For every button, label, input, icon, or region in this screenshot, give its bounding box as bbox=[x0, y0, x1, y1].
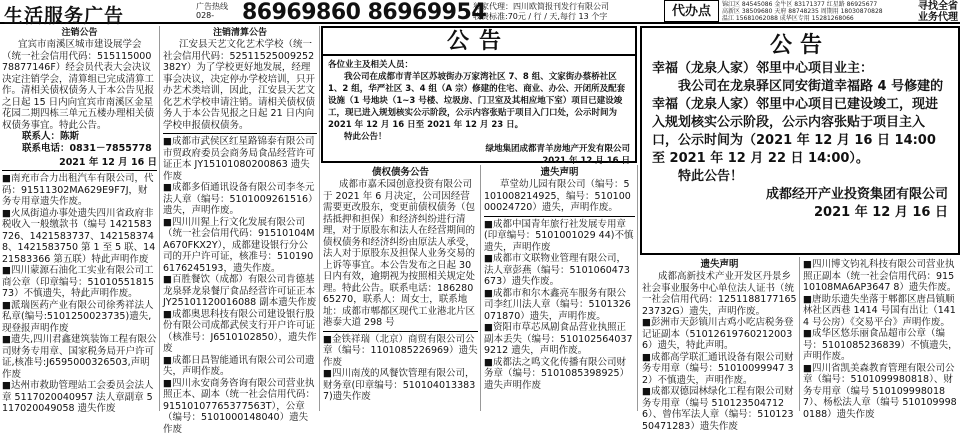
list-item: ■成都市文联物业管理有限公司，法人章彭燕（编号：5101060473673）遗失作废。 bbox=[484, 253, 635, 288]
notice-company: 成都经开产业投资集团有限公司 bbox=[652, 186, 948, 204]
classified-list bbox=[484, 219, 635, 392]
contact-person: 联系人：陈斯 bbox=[2, 131, 157, 143]
agent-contacts bbox=[722, 1, 902, 22]
classified-list bbox=[323, 334, 478, 403]
notice-title: 公告 bbox=[652, 32, 948, 60]
notice-closing: 特此公告！ bbox=[652, 168, 948, 186]
list-item: ■四川永安商务咨询有限公司营业执照正本、副本（统一社会信用代码：91510107765377563T），公章（编号：5101000148040）遗失作废 bbox=[163, 378, 317, 435]
list-item: ■成都市武侯区红星路锦泰有限公司市贸政府委员会商务局食品经营许可证正本 JY15101080200863 遗失作废 bbox=[163, 136, 317, 182]
list-item: ■南充市合力出租汽车有限公司，代码：91511302MA629E9F7J，财务专用章遗失作废。 bbox=[2, 173, 157, 208]
notice-greeting: 幸福（龙泉人家）邻里中心项目业主： bbox=[652, 60, 948, 78]
list-item: ■百胜餐饮（成都）有限公司肯德基龙泉驿龙泉餐厅食品经营许可证正本 JY25101120016088 副本遗失作废 bbox=[163, 274, 317, 309]
list-item: ■遗失,四川君鑫建筑装饰工程有限公司财务专用章、国家税务局开户许可证,核准号:J6595000326503,声明作废 bbox=[2, 334, 157, 380]
list-item: ■四川省凯美森教育管理有限公司公章（编号：5101099980818）、财务专用章（编号 5101099980187）、杨松法人章（编号 5101099980188）遗失作废 bbox=[803, 363, 958, 421]
divider bbox=[163, 133, 317, 134]
list-item: ■成都中国青年旅行社发展专用章(印章编号：5101001029 44)不慎遗失，声明作废 bbox=[484, 219, 635, 254]
notice-date: 2021 年 12 月 16 日 bbox=[328, 155, 630, 167]
ad-phone-numbers: 86969860 86969954 bbox=[242, 0, 486, 25]
list-item: ■成都双德园林绿化工程有限公司财务专用章（编号 5101235047126）、曾伟军法人章（编号：51012350471283）遗失作废 bbox=[642, 386, 797, 432]
list-item: ■唐助乐遗失坐落于郫都区唐昌镇顺林社区西巷 1414 号国有出让（1414 号公房）《交易平台》声明作废。 bbox=[803, 294, 958, 329]
notice-content bbox=[323, 56, 635, 170]
notice-date: 2021 年 12 月 16 日 bbox=[652, 204, 948, 222]
column-2 bbox=[161, 26, 320, 411]
greenland-notice bbox=[321, 26, 637, 163]
column-6 bbox=[801, 257, 960, 411]
list-item: ■成都日昌智能通讯有限公司公司遗失，声明作废。 bbox=[163, 355, 317, 378]
contact-phone: 联系电话：0831－7855778 bbox=[2, 143, 157, 155]
list-item: ■彭洲市天彭镇川古鸡小吃店税务登记证副本（510126197602120036）遗失，特此声明。 bbox=[642, 317, 797, 352]
list-item: ■派瑞医药产业有限公司徐秀祥法人私章(编号:5101250023735)遗失,现登报声明作废 bbox=[2, 300, 157, 335]
list-item: ■成都高学联汇通讯设备有限公司财务专用章（编号：51010099947 32）不慎遗失，声明作废。 bbox=[642, 352, 797, 387]
notice-body: 成都市嘉禾园创意投资有限公司于 2021 年 6 月决定，公司因经营需要更改股东，变更前债权债务（包括抵押和担保）和经济纠纷进行清理，对于原股东和法人在经营期间的债权债务和经济纠纷由原法人承受，法人对于原股东及担保人业务交易的上诉等事宜。本公告发布之日起 30 日内有效，逾期视为按照相关规定处理。特此公告。联系电话：18628065270，联系人：周女士，联系地址：成都市郫都区现代工业港北片区港泰大道 298 号 bbox=[323, 179, 478, 329]
contacts-line: 温江 15681062088 成华区专用 15281268066 bbox=[722, 15, 902, 22]
recruit-label bbox=[900, 1, 958, 23]
list-item: ■四川博文钧礼科技有限公司营业执照正副本（统一社会信用代码：91510108MA6AP3647 8）遗失作废。 bbox=[803, 259, 958, 294]
list-item: ■四川蒙源石油化工实业有限公司工商公章（印章编号：5101055181573）不慎遗失，特此声明作废。 bbox=[2, 265, 157, 300]
classified-list bbox=[642, 317, 797, 432]
notice-title: 公告 bbox=[323, 28, 635, 56]
list-item: ■四川南茂的风餐饮管理有限公司，财务章(印章编号：5101040133837)遗失作废 bbox=[323, 368, 478, 403]
notice-date: 2021 年 12 月 16 日 bbox=[2, 154, 157, 168]
column-4 bbox=[482, 165, 638, 411]
notice-body: 草堂幼儿园有限公司（编号：5101008214925，编号：51010000024720）遗失，声明作废。 bbox=[484, 179, 635, 214]
agent-label: 代办点 bbox=[664, 0, 719, 22]
notice-heading: 注销清算公告 bbox=[163, 28, 317, 39]
divider bbox=[323, 331, 478, 332]
divider bbox=[484, 216, 635, 217]
list-item: ■达州市救助管理站工会委员会法人章 5117020040957 法人章副章 5117020049058 遗失作废 bbox=[2, 380, 157, 415]
pricing-info bbox=[473, 2, 663, 22]
page-header bbox=[0, 0, 960, 24]
chengdu-notice bbox=[640, 26, 960, 255]
list-item: ■金铁祥瑞（北京）商贸有限公司公章（编号：1101085226969）遗失作废 bbox=[323, 334, 478, 369]
agency-line: 独家代理：四川欧简报刊发行有限公司 bbox=[473, 2, 663, 12]
column-1 bbox=[0, 26, 160, 411]
contacts-line: 锦江区 84545086 金牛区 83171377 红星路 86925677 bbox=[722, 1, 902, 8]
price-line: 收费标准:70元 / 行 / 天,每行 13 个字 bbox=[473, 12, 663, 22]
recruit-line: 业务代理 bbox=[900, 12, 958, 23]
column-3 bbox=[321, 165, 481, 411]
notice-body: 我公司在成都市青羊区苏坡街办万家湾社区 7、8 组、文家街办蔡桥社区 1、2 组，华严社区 3、4 组（A 宗）修建的住宅、商业、办公、开闭所及配套设施（1 号地块（1~3 号楼、垃圾房、门卫室及其相应地下室）项目已建设竣工，现已进入规划核实公示阶段，公示内容张贴于项目入门口处，公示时间为 2021 年 12 月 16 日至 2021 年 12 月 23 日。 bbox=[328, 71, 630, 131]
list-item: ■四川川猩上行文化发展有限公司（统一社会信用代码：91510104MA670FKX2Y），成都建设银行分公司的开户许可证，核准号：5101906176245193，遗失作废。 bbox=[163, 217, 317, 275]
classified-list bbox=[803, 259, 958, 420]
notice-heading: 注销公告 bbox=[2, 28, 157, 39]
tel-label: 广告热线 028- bbox=[196, 2, 236, 20]
divider bbox=[2, 170, 157, 171]
list-item: ■成都法之鸣文化传播有限公司财务章（编号：5101085398925）遗失声明作废 bbox=[484, 357, 635, 392]
notice-heading: 债权债务公告 bbox=[323, 167, 478, 179]
notice-heading: 遗失声明 bbox=[484, 167, 635, 179]
column-5 bbox=[640, 257, 800, 411]
notice-closing: 特此公告！ bbox=[328, 131, 630, 143]
list-item: ■成华区悠乐丽食品超市公章（编号：5101085236839）不慎遗失，声明作废。 bbox=[803, 328, 958, 363]
list-item: ■火凤街道办事处遗失四川省政府非税收入一般缴款书（编号 1421583726、1421583737、1421583748、1421583750 第 1 至 5 联、1421583366 第五联）特此声明作废 bbox=[2, 208, 157, 266]
notice-greeting: 各位业主及相关人员： bbox=[328, 59, 630, 71]
notice-body: 江安县天艺文化艺术学校（统一社会信用代码：52511525009252382Y）为了学校更好地发展，经理事会决议，决定停办学校培训，只开办艺术类培训，因此，江安县天艺文化艺术学校申请注销。请相关债权债务人于本公告见报之日起 21 日内向学校申报债权债务。 bbox=[163, 39, 317, 131]
list-item: ■资阳市草芯凤剧食品营业执照正副本丢失（编号：5101025640379212 遗失，声明作废。 bbox=[484, 322, 635, 357]
recruit-line: 寻找全省 bbox=[900, 1, 958, 12]
notice-body: 成都高新技术产业开发区丹景乡社会事业服务中心单位法人证书（统一社会信用代码：125118817716523732G）遗失，声明作废。 bbox=[642, 271, 797, 317]
list-item: ■成都多佰通讯设备有限公司李冬元法人章（编号：5101009261516）遗失，声明作废。 bbox=[163, 182, 317, 217]
notice-heading: 遗失声明 bbox=[642, 259, 797, 271]
classified-list bbox=[163, 136, 317, 435]
list-item: ■成都奥思科技有限公司建设银行股份有限公司成都武侯支行开户许可证（核准号：J6510102850），遗失作废 bbox=[163, 309, 317, 355]
notice-company: 绿地集团成都青羊房地产开发有限公司 bbox=[328, 143, 630, 155]
classified-list bbox=[2, 173, 157, 415]
section-title: 生活服务广告 bbox=[4, 1, 124, 28]
list-item: ■成都市和尔木鑫亮车服务有限公司李红川法人章（编号：5101326071870）遗失，声明作废。 bbox=[484, 288, 635, 323]
notice-body: 宜宾市南溪区城市建设展学会（统一社会信用代码：51511500078877146F）经会员代表大会决议决定注销学会，清算组已完成清算工作。清相关债权债务人于本公告见报之日起 15 日内向宜宾市南溪区金星花园二期四栋三单元五楼办理相关债权债务事宜。特此公告。 bbox=[2, 39, 157, 131]
contacts-line: 高新区 38509680 天府 88748235 周期用 18030870828 bbox=[722, 8, 902, 15]
notice-body: 我公司在龙泉驿区同安街道幸福路 4 号修建的幸福（龙泉人家）邻里中心项目已建设竣工，现进入规划核实公示阶段，公示内容张贴于项目主入口，公示时间为（2021 年 12 月 16 日 14:00 至 2021 年 12 月 22 日 14:00）。 bbox=[652, 78, 948, 168]
